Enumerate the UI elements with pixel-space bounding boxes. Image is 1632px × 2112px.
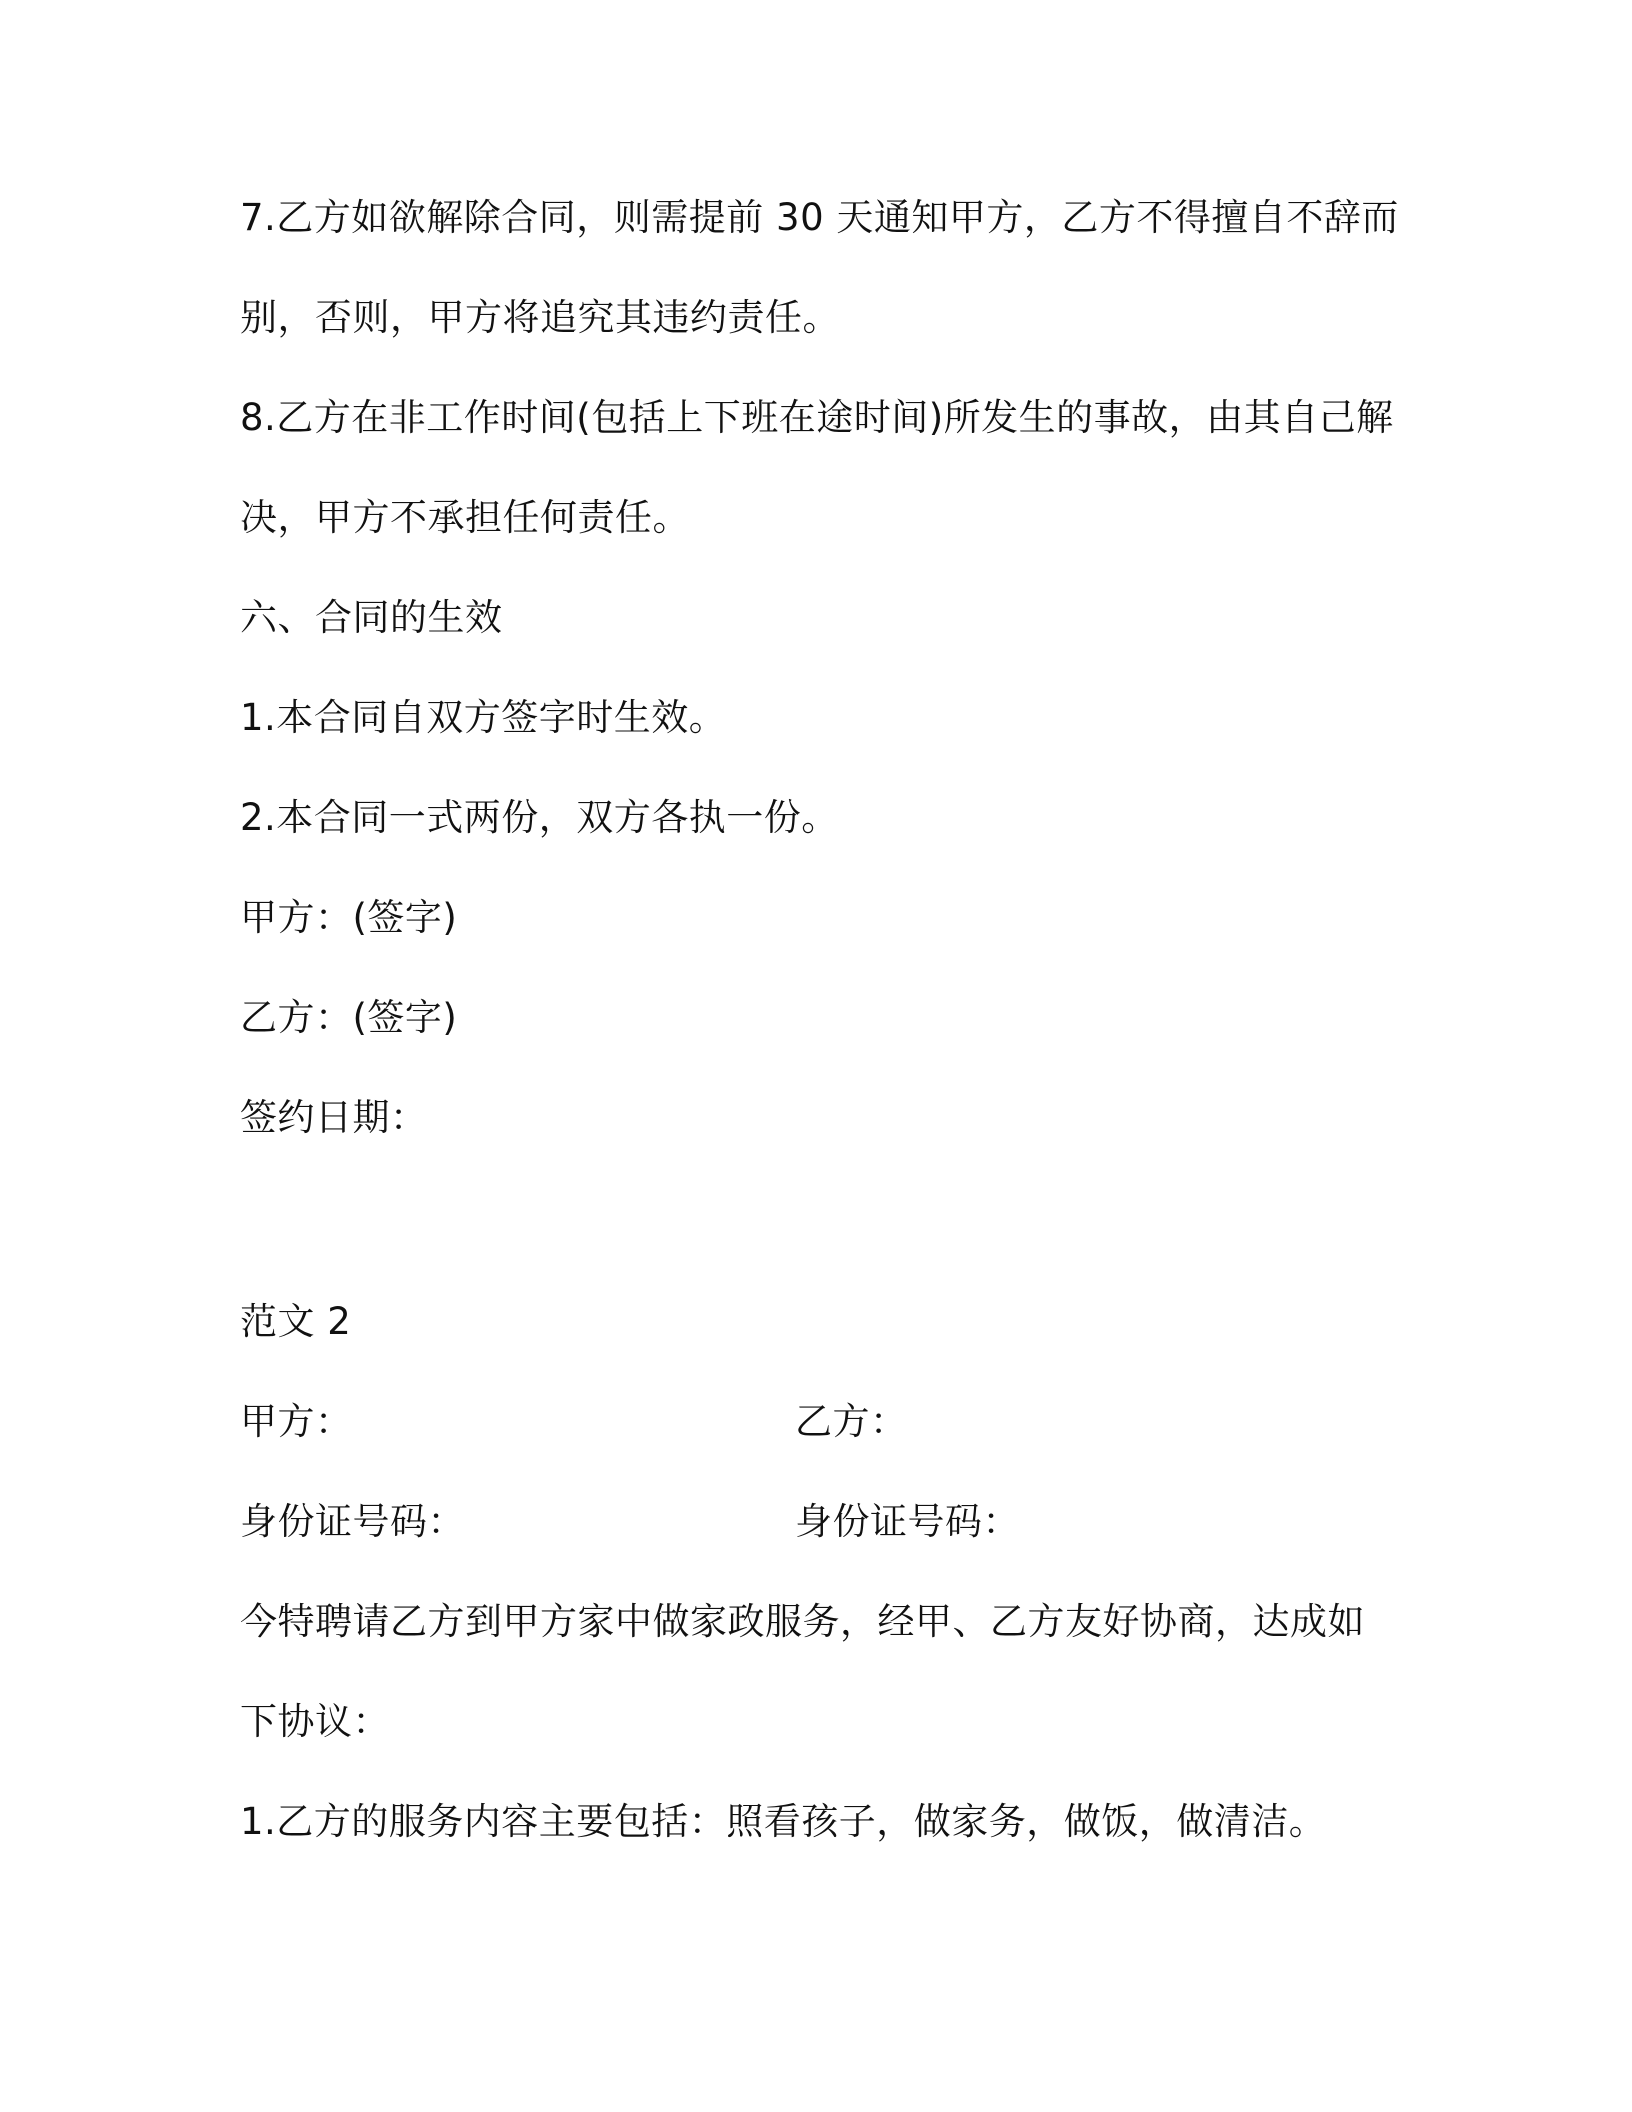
party-b-id-label: 身份证号码： bbox=[795, 1500, 1020, 1543]
service-clause-1: 1.乙方的服务内容主要包括：照看孩子，做家务，做饭，做清洁。 bbox=[240, 1800, 1327, 1843]
effect-clause-1: 1.本合同自双方签字时生效。 bbox=[240, 696, 727, 739]
party-b-signature: 乙方：(签字) bbox=[240, 996, 458, 1039]
intro-line-1: 今特聘请乙方到甲方家中做家政服务，经甲、乙方友好协商，达成如 bbox=[240, 1600, 1365, 1643]
section-6-heading: 六、合同的生效 bbox=[240, 596, 503, 639]
sample-2-title: 范文 2 bbox=[240, 1300, 352, 1343]
effect-clause-2: 2.本合同一式两份，双方各执一份。 bbox=[240, 796, 839, 839]
sign-date-label: 签约日期： bbox=[240, 1096, 428, 1139]
clause-7-line-1: 7.乙方如欲解除合同，则需提前 30 天通知甲方，乙方不得擅自不辞而 bbox=[240, 196, 1399, 239]
party-a-id-label: 身份证号码： bbox=[240, 1500, 465, 1543]
clause-8-line-1: 8.乙方在非工作时间(包括上下班在途时间)所发生的事故，由其自己解 bbox=[240, 396, 1394, 439]
party-b-label: 乙方： bbox=[795, 1400, 908, 1443]
party-a-signature: 甲方：(签字) bbox=[240, 896, 458, 939]
clause-8-line-2: 决，甲方不承担任何责任。 bbox=[240, 496, 690, 539]
intro-line-2: 下协议： bbox=[240, 1700, 390, 1743]
clause-7-line-2: 别，否则，甲方将追究其违约责任。 bbox=[240, 296, 840, 339]
party-a-label: 甲方： bbox=[240, 1400, 353, 1443]
